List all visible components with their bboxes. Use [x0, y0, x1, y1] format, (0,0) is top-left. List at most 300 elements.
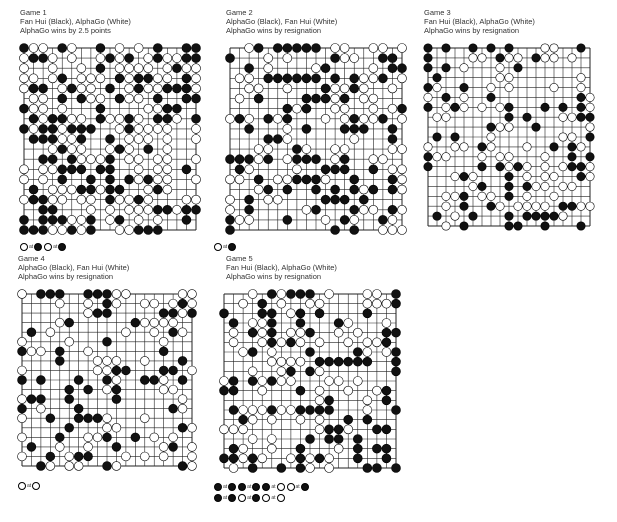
black-stone	[378, 215, 387, 224]
black-stone	[36, 376, 45, 385]
white-stone	[96, 94, 105, 103]
black-stone	[277, 464, 286, 473]
black-stone	[388, 185, 397, 194]
black-stone	[163, 104, 172, 113]
black-stone	[382, 386, 391, 395]
white-stone	[20, 165, 29, 174]
black-stone	[577, 103, 585, 111]
white-stone	[273, 175, 282, 184]
white-stone	[163, 165, 172, 174]
white-stone	[74, 462, 83, 471]
black-stone	[46, 452, 55, 461]
black-stone	[350, 175, 359, 184]
black-stone	[424, 44, 432, 52]
white-stone	[188, 442, 197, 451]
black-stone	[169, 442, 178, 451]
black-stone	[96, 165, 105, 174]
white-stone	[84, 442, 93, 451]
white-stone	[369, 74, 378, 83]
white-stone	[577, 73, 585, 81]
black-stone	[264, 74, 273, 83]
black-stone	[267, 338, 276, 347]
black-stone	[86, 215, 95, 224]
white-stone	[192, 175, 201, 184]
white-stone	[245, 84, 254, 93]
black-stone	[378, 54, 387, 63]
black-stone	[392, 464, 401, 473]
black-stone	[115, 185, 124, 194]
white-stone	[433, 83, 441, 91]
black-stone	[325, 406, 334, 415]
black-stone	[312, 44, 321, 53]
white-stone	[235, 215, 244, 224]
white-stone	[226, 175, 235, 184]
white-stone	[192, 155, 201, 164]
white-stone	[321, 215, 330, 224]
black-stone	[115, 94, 124, 103]
white-stone	[39, 94, 48, 103]
black-stone	[134, 74, 143, 83]
white-stone	[103, 366, 112, 375]
white-stone	[331, 94, 340, 103]
black-stone	[541, 212, 549, 220]
white-stone	[286, 309, 295, 318]
black-stone	[131, 433, 140, 442]
white-stone	[121, 328, 130, 337]
white-stone	[58, 84, 67, 93]
black-stone	[267, 406, 276, 415]
white-stone	[150, 328, 159, 337]
game-1-board	[20, 44, 200, 234]
white-stone	[48, 226, 57, 235]
black-stone	[188, 309, 197, 318]
black-stone	[392, 328, 401, 337]
white-stone	[296, 328, 305, 337]
white-stone	[159, 337, 168, 346]
black-stone	[273, 44, 282, 53]
white-stone	[29, 104, 38, 113]
white-stone	[169, 299, 178, 308]
white-stone	[144, 54, 153, 63]
black-stone	[182, 205, 191, 214]
white-stone	[302, 205, 311, 214]
black-stone	[286, 338, 295, 347]
white-stone	[315, 299, 324, 308]
move-note	[287, 483, 309, 491]
black-stone	[192, 54, 201, 63]
black-stone	[442, 64, 450, 72]
white-stone	[192, 64, 201, 73]
white-stone	[18, 337, 27, 346]
black-stone	[496, 162, 504, 170]
black-stone	[84, 414, 93, 423]
black-stone	[163, 84, 172, 93]
white-stone	[442, 103, 450, 111]
game-3-title: Game 3	[424, 8, 451, 17]
white-stone	[106, 145, 115, 154]
white-stone	[315, 425, 324, 434]
white-stone	[77, 114, 86, 123]
black-stone	[340, 165, 349, 174]
white-stone	[523, 162, 531, 170]
white-stone	[235, 74, 244, 83]
white-stone	[267, 435, 276, 444]
white-stone	[67, 145, 76, 154]
white-stone	[220, 425, 229, 434]
white-stone	[39, 44, 48, 53]
white-stone	[18, 395, 27, 404]
white-stone	[340, 104, 349, 113]
black-stone	[86, 175, 95, 184]
white-stone	[277, 377, 286, 386]
white-stone	[267, 444, 276, 453]
white-stone	[67, 135, 76, 144]
black-stone	[192, 205, 201, 214]
white-stone	[451, 212, 459, 220]
white-stone	[586, 172, 594, 180]
black-stone	[84, 385, 93, 394]
black-stone	[153, 185, 162, 194]
note-separator: at	[271, 494, 276, 501]
black-stone	[505, 192, 513, 200]
white-stone	[372, 338, 381, 347]
black-stone	[514, 222, 522, 230]
white-stone	[442, 192, 450, 200]
white-stone	[178, 328, 187, 337]
black-stone	[103, 309, 112, 318]
black-stone	[48, 205, 57, 214]
black-stone	[392, 367, 401, 376]
game-5-title: Game 5	[226, 254, 253, 263]
black-stone	[172, 104, 181, 113]
white-stone	[359, 74, 368, 83]
black-stone	[388, 135, 397, 144]
black-stone	[96, 44, 105, 53]
white-stone	[258, 328, 267, 337]
white-stone	[478, 153, 486, 161]
black-stone	[226, 226, 235, 235]
white-stone	[144, 205, 153, 214]
white-stone	[378, 44, 387, 53]
black-stone	[18, 404, 27, 413]
white-stone	[134, 135, 143, 144]
black-stone-icon	[58, 243, 66, 251]
black-stone	[286, 367, 295, 376]
white-stone	[48, 54, 57, 63]
white-stone	[248, 415, 257, 424]
black-stone	[159, 347, 168, 356]
black-stone	[77, 135, 86, 144]
black-stone	[134, 84, 143, 93]
game-2-caption	[226, 8, 426, 35]
black-stone	[106, 185, 115, 194]
white-stone	[586, 202, 594, 210]
white-stone	[331, 84, 340, 93]
white-stone	[254, 84, 263, 93]
black-stone	[478, 143, 486, 151]
black-stone	[442, 44, 450, 52]
white-stone	[112, 356, 121, 365]
black-stone	[433, 133, 441, 141]
black-stone	[96, 114, 105, 123]
white-stone	[248, 435, 257, 444]
game-1-players: Fan Hui (Black), AlphaGo (White)	[20, 17, 131, 26]
white-stone	[163, 175, 172, 184]
black-stone	[550, 212, 558, 220]
black-stone	[325, 425, 334, 434]
white-stone	[460, 103, 468, 111]
black-stone	[169, 366, 178, 375]
white-stone	[235, 94, 244, 103]
white-stone	[315, 396, 324, 405]
black-stone	[315, 454, 324, 463]
black-stone	[182, 94, 191, 103]
black-stone	[372, 444, 381, 453]
white-stone	[286, 357, 295, 366]
white-stone	[331, 44, 340, 53]
white-stone	[286, 406, 295, 415]
game-4-players: AlphaGo (Black), Fan Hui (White)	[18, 263, 130, 272]
black-stone	[273, 135, 282, 144]
white-stone-icon	[214, 243, 222, 251]
black-stone	[312, 175, 321, 184]
white-stone	[334, 377, 343, 386]
black-stone	[568, 202, 576, 210]
black-stone	[292, 145, 301, 154]
white-stone	[159, 318, 168, 327]
black-stone	[315, 357, 324, 366]
white-stone	[372, 299, 381, 308]
black-stone	[226, 155, 235, 164]
black-stone	[523, 113, 531, 121]
white-stone-icon	[287, 483, 295, 491]
white-stone	[103, 356, 112, 365]
black-stone	[369, 165, 378, 174]
white-stone	[48, 165, 57, 174]
white-stone	[277, 367, 286, 376]
black-stone	[267, 328, 276, 337]
black-stone	[153, 226, 162, 235]
white-stone	[363, 290, 372, 299]
white-stone	[20, 175, 29, 184]
black-stone	[29, 84, 38, 93]
black-stone	[84, 452, 93, 461]
white-stone	[325, 464, 334, 473]
black-stone	[67, 155, 76, 164]
white-stone	[86, 205, 95, 214]
black-stone	[121, 366, 130, 375]
white-stone	[134, 175, 143, 184]
white-stone	[369, 104, 378, 113]
white-stone	[235, 175, 244, 184]
white-stone	[433, 153, 441, 161]
black-stone	[169, 404, 178, 413]
white-stone	[264, 195, 273, 204]
black-stone	[325, 435, 334, 444]
white-stone	[84, 309, 93, 318]
black-stone	[296, 464, 305, 473]
white-stone	[550, 54, 558, 62]
white-stone	[20, 54, 29, 63]
white-stone	[433, 113, 441, 121]
black-stone	[392, 348, 401, 357]
white-stone	[188, 366, 197, 375]
move-note	[44, 243, 66, 251]
white-stone	[112, 376, 121, 385]
black-stone	[267, 377, 276, 386]
white-stone	[541, 202, 549, 210]
white-stone	[258, 338, 267, 347]
black-stone	[27, 395, 36, 404]
white-stone	[115, 44, 124, 53]
black-stone	[159, 366, 168, 375]
white-stone	[48, 64, 57, 73]
white-stone	[277, 290, 286, 299]
white-stone	[568, 182, 576, 190]
black-stone	[163, 205, 172, 214]
black-stone	[48, 114, 57, 123]
white-stone	[315, 338, 324, 347]
white-stone	[67, 44, 76, 53]
note-separator: at	[295, 483, 300, 490]
white-stone	[369, 155, 378, 164]
white-stone	[140, 452, 149, 461]
black-stone	[424, 54, 432, 62]
white-stone	[550, 192, 558, 200]
white-stone	[178, 290, 187, 299]
black-stone	[58, 94, 67, 103]
black-stone	[112, 366, 121, 375]
game-2-players: AlphaGo (Black), Fan Hui (White)	[226, 17, 338, 26]
black-stone	[65, 318, 74, 327]
white-stone	[350, 215, 359, 224]
black-stone	[20, 215, 29, 224]
black-stone	[229, 406, 238, 415]
black-stone	[331, 226, 340, 235]
white-stone	[163, 145, 172, 154]
white-stone	[487, 143, 495, 151]
white-stone	[39, 114, 48, 123]
black-stone	[568, 162, 576, 170]
black-stone	[514, 162, 522, 170]
white-stone	[229, 464, 238, 473]
black-stone-icon	[214, 494, 222, 502]
black-stone	[144, 175, 153, 184]
black-stone	[178, 356, 187, 365]
white-stone	[388, 215, 397, 224]
white-stone	[245, 114, 254, 123]
white-stone	[163, 124, 172, 133]
white-stone	[296, 338, 305, 347]
white-stone	[550, 44, 558, 52]
black-stone	[220, 309, 229, 318]
black-stone	[55, 290, 64, 299]
white-stone	[505, 162, 513, 170]
black-stone	[424, 64, 432, 72]
black-stone	[18, 347, 27, 356]
white-stone	[150, 433, 159, 442]
black-stone	[229, 454, 238, 463]
white-stone	[469, 172, 477, 180]
white-stone	[286, 377, 295, 386]
black-stone	[541, 103, 549, 111]
black-stone	[372, 425, 381, 434]
white-stone	[103, 423, 112, 432]
black-stone	[283, 185, 292, 194]
black-stone	[67, 124, 76, 133]
white-stone	[487, 133, 495, 141]
black-stone	[65, 395, 74, 404]
black-stone	[424, 153, 432, 161]
black-stone	[302, 104, 311, 113]
game-1-caption	[20, 8, 220, 35]
note-separator: at	[223, 494, 228, 501]
white-stone	[460, 143, 468, 151]
black-stone	[134, 195, 143, 204]
black-stone	[340, 155, 349, 164]
black-stone	[106, 135, 115, 144]
white-stone	[258, 319, 267, 328]
white-stone	[283, 124, 292, 133]
black-stone	[460, 202, 468, 210]
black-stone	[296, 444, 305, 453]
white-stone	[398, 44, 407, 53]
white-stone	[398, 185, 407, 194]
black-stone	[302, 94, 311, 103]
black-stone	[350, 205, 359, 214]
white-stone	[77, 64, 86, 73]
black-stone	[77, 165, 86, 174]
black-stone	[286, 290, 295, 299]
white-stone	[577, 143, 585, 151]
white-stone	[153, 124, 162, 133]
white-stone	[369, 44, 378, 53]
white-stone	[169, 385, 178, 394]
black-stone	[541, 222, 549, 230]
black-stone	[331, 185, 340, 194]
white-stone	[178, 309, 187, 318]
black-stone	[153, 114, 162, 123]
move-note	[18, 482, 40, 490]
black-stone	[192, 94, 201, 103]
white-stone	[496, 202, 504, 210]
white-stone	[86, 84, 95, 93]
black-stone	[382, 444, 391, 453]
black-stone	[312, 205, 321, 214]
white-stone	[273, 195, 282, 204]
white-stone	[372, 386, 381, 395]
white-stone	[378, 155, 387, 164]
black-stone	[245, 195, 254, 204]
white-stone	[388, 104, 397, 113]
black-stone	[125, 124, 134, 133]
black-stone	[478, 162, 486, 170]
white-stone	[188, 423, 197, 432]
black-stone	[245, 205, 254, 214]
black-stone	[577, 162, 585, 170]
black-stone	[58, 215, 67, 224]
white-stone	[226, 195, 235, 204]
white-stone	[451, 172, 459, 180]
white-stone	[46, 328, 55, 337]
white-stone	[283, 155, 292, 164]
black-stone	[378, 74, 387, 83]
black-stone	[144, 226, 153, 235]
white-stone	[442, 222, 450, 230]
black-stone	[344, 357, 353, 366]
black-stone	[36, 395, 45, 404]
white-stone	[496, 153, 504, 161]
